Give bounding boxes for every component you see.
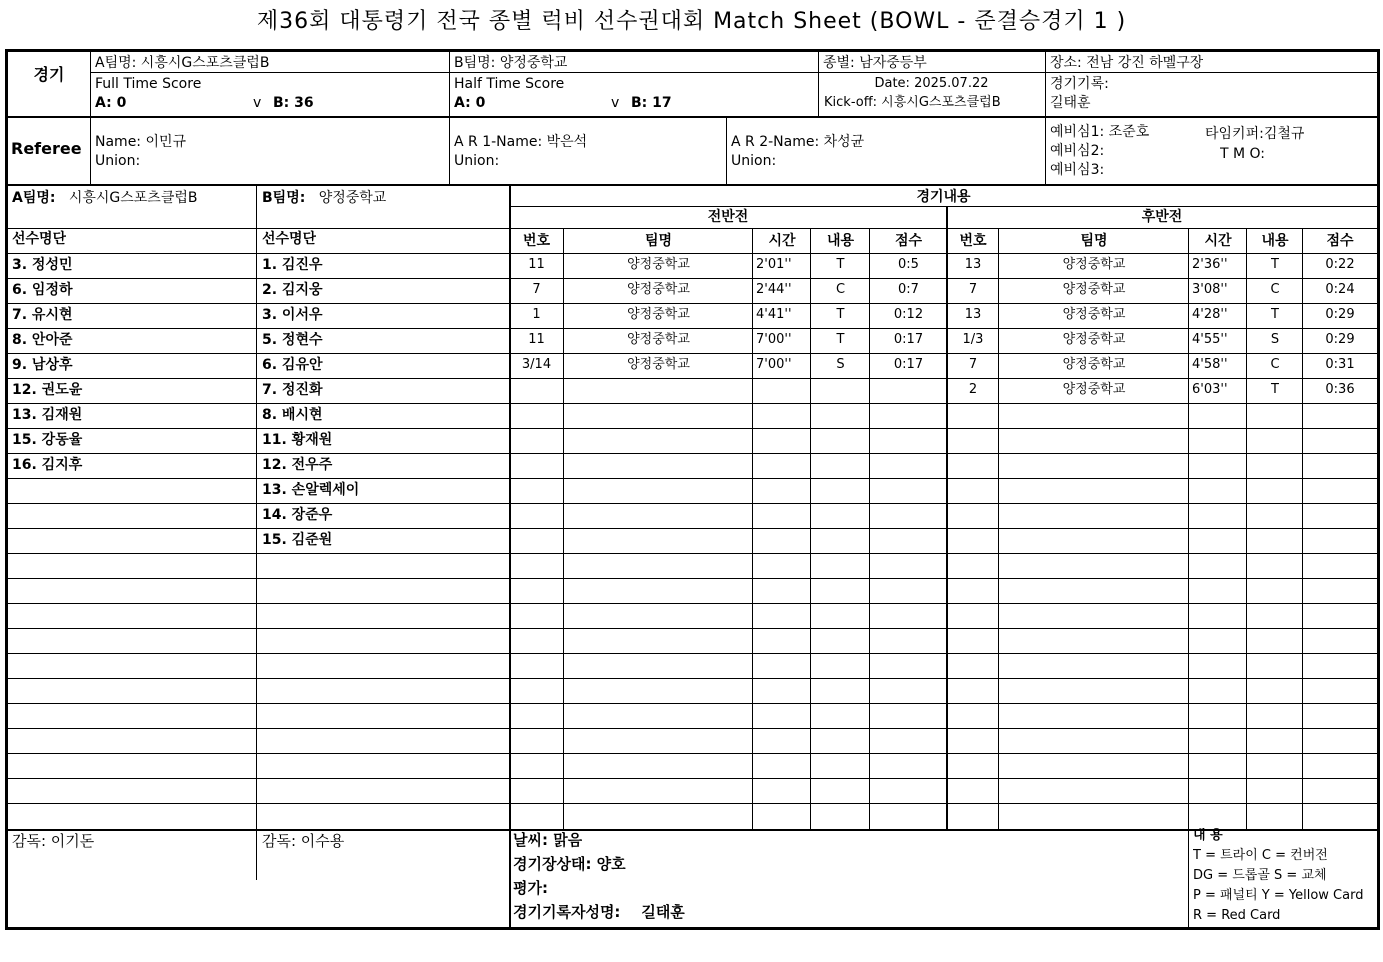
legend-item: DG = 드롭골 S = 교체: [1193, 868, 1327, 883]
first-half-type: T: [836, 332, 845, 347]
second-half-time: 6'03'': [1192, 382, 1228, 397]
second-half-score: 0:24: [1325, 282, 1355, 297]
legend-item: T = 트라이 C = 컨버전: [1193, 848, 1328, 863]
sh-col-type: 내용: [1261, 233, 1289, 249]
first-half-type: T: [836, 257, 845, 272]
second-half-time: 4'28'': [1192, 307, 1228, 322]
ar2-union: Union:: [731, 153, 777, 169]
full-time-b: B: 36: [273, 95, 314, 111]
reserve-ref-3: 예비심3:: [1050, 162, 1105, 178]
second-half-type: C: [1270, 282, 1280, 297]
referee-union: Union:: [95, 153, 141, 169]
full-time-v: v: [253, 95, 262, 111]
team-a-player: 7. 유시현: [12, 307, 73, 323]
reserve-ref-2: 예비심2:: [1050, 143, 1105, 159]
team-a-roster-label: 선수명단: [12, 231, 67, 247]
second-half-team: 양정중학교: [1062, 357, 1126, 372]
team-a-header: [12, 189, 198, 207]
second-half-team: 양정중학교: [1062, 307, 1126, 322]
first-half-no: 11: [528, 332, 545, 347]
first-half-no: 7: [532, 282, 541, 297]
full-time-a: A: 0: [95, 95, 127, 111]
half-time-a: A: 0: [454, 95, 486, 111]
team-b-player: 14. 장준우: [262, 507, 333, 523]
writer: [513, 903, 685, 921]
team-b-player: 5. 정현수: [262, 332, 323, 348]
second-half-score: 0:29: [1325, 332, 1355, 347]
second-half-team: 양정중학교: [1062, 282, 1126, 297]
first-half-score: 0:17: [893, 332, 924, 347]
team-b-header: [262, 189, 386, 207]
second-half-no: 13: [964, 257, 982, 272]
sh-col-time: 시간: [1204, 233, 1232, 249]
team-a-player: 3. 정성민: [12, 257, 73, 273]
ar1-name: A R 1-Name: 박은석: [454, 134, 588, 150]
team-a-player: 6. 임정하: [12, 282, 73, 298]
evaluation: 평가:: [513, 879, 548, 897]
match-sheet: [5, 49, 1380, 930]
team-b-player: 12. 전우주: [262, 457, 333, 473]
second-half-score: 0:29: [1325, 307, 1355, 322]
second-half-no: 7: [968, 282, 978, 297]
second-half-team: 양정중학교: [1062, 382, 1126, 397]
second-half-time: 4'55'': [1192, 332, 1228, 347]
team-a-label: A팀명:: [12, 190, 56, 206]
second-half-type: S: [1270, 332, 1280, 347]
first-half-time: 7'00'': [756, 357, 792, 372]
first-half-type: S: [836, 357, 845, 372]
category: 종별: 남자중등부: [823, 55, 927, 71]
coach-b: 감독: 이수용: [262, 832, 345, 850]
first-half-team: 양정중학교: [627, 357, 690, 372]
first-half-time: 2'44'': [756, 282, 792, 297]
first-half-time: 2'01'': [756, 257, 792, 272]
recorder-label: 경기기록:: [1050, 76, 1109, 92]
second-half-type: T: [1271, 382, 1279, 397]
first-half-team: 양정중학교: [627, 332, 690, 347]
sh-col-score: 점수: [1326, 233, 1354, 249]
fh-col-time: 시간: [768, 233, 796, 249]
recorder-name: 길태훈: [1050, 95, 1091, 111]
first-half-time: 7'00'': [756, 332, 792, 347]
reserve-ref-1: 예비심1: 조준호: [1050, 124, 1150, 140]
first-half-team: 양정중학교: [627, 307, 690, 322]
fh-col-no: 번호: [522, 233, 551, 249]
second-half-no: 7: [968, 357, 978, 372]
first-half-score: 0:17: [893, 357, 924, 372]
fh-col-type: 내용: [826, 233, 855, 249]
second-half-time: 2'36'': [1192, 257, 1228, 272]
second-half-score: 0:22: [1325, 257, 1355, 272]
team-b-player: 8. 배시현: [262, 407, 323, 423]
timekeeper: 타임키퍼:김철규: [1205, 126, 1305, 142]
referee-name: Name: 이민규: [95, 134, 187, 150]
second-half-type: T: [1271, 257, 1279, 272]
first-half-type: T: [836, 307, 845, 322]
team-a-player: 9. 남상후: [12, 357, 73, 373]
second-half-time: 3'08'': [1192, 282, 1228, 297]
second-half-team: 양정중학교: [1062, 257, 1126, 272]
page-title: 제36회 대통령기 전국 종별 럭비 선수권대회 Match Sheet (BOWL - 준결승경기 1 ): [256, 9, 1127, 34]
second-half-team: 양정중학교: [1062, 332, 1126, 347]
team-b-roster-label: 선수명단: [262, 231, 317, 247]
first-half-team: 양정중학교: [627, 282, 690, 297]
first-half-no: 3/14: [521, 357, 552, 372]
field-condition: 경기장상태: 양호: [513, 855, 626, 873]
venue: 장소: 전남 강진 하멜구장: [1050, 55, 1204, 71]
fh-col-score: 점수: [894, 233, 923, 249]
match-label: 경기: [33, 66, 65, 84]
team-a-player: 12. 권도윤: [12, 382, 83, 398]
sh-col-team: 팀명: [1080, 233, 1108, 249]
writer-name: 길태훈: [641, 903, 685, 921]
team-a-name: A팀명: 시흥시G스포츠클럽B: [95, 55, 270, 71]
match-date: Date: 2025.07.22: [874, 76, 989, 91]
legend-title: 내 용: [1193, 828, 1223, 843]
team-a-roster-name: 시흥시G스포츠클럽B: [68, 190, 198, 206]
team-b-player: 6. 김유안: [262, 357, 323, 373]
team-b-player: 11. 황재원: [262, 432, 333, 448]
ar1-union: Union:: [454, 153, 500, 169]
half-time-v: v: [611, 95, 620, 111]
team-a-player: 13. 김재원: [12, 407, 83, 423]
referee-label: Referee: [11, 140, 82, 158]
first-half-no: 11: [528, 257, 545, 272]
weather: 날씨: 맑음: [513, 831, 583, 849]
half-time-label: Half Time Score: [454, 76, 565, 92]
team-a-player: 16. 김지후: [12, 457, 83, 473]
team-b-player: 15. 김준원: [262, 532, 333, 548]
events-section-label: 경기내용: [916, 189, 971, 205]
kickoff: Kick-off: 시흥시G스포츠클럽B: [824, 95, 1001, 110]
first-half-type: C: [835, 282, 846, 297]
team-b-label: B팀명:: [262, 190, 306, 206]
legend-item: R = Red Card: [1193, 908, 1281, 923]
second-half-type: C: [1270, 357, 1280, 372]
first-half-score: 0:5: [898, 257, 919, 272]
half-time-b: B: 17: [631, 95, 672, 111]
full-time-label: Full Time Score: [95, 76, 202, 92]
second-half-time: 4'58'': [1192, 357, 1228, 372]
sh-col-no: 번호: [959, 233, 987, 249]
ar2-name: A R 2-Name: 차성균: [731, 134, 865, 150]
tmo: T M O:: [1220, 146, 1266, 162]
first-half-score: 0:12: [893, 307, 924, 322]
legend-item: P = 패널티 Y = Yellow Card: [1193, 888, 1364, 903]
fh-col-team: 팀명: [644, 233, 673, 249]
coach-a: 감독: 이기돈: [12, 832, 95, 850]
team-b-player: 7. 정진화: [262, 382, 323, 398]
writer-label: 경기기록자성명:: [513, 903, 621, 921]
team-b-player: 2. 김지웅: [262, 282, 323, 298]
second-half-no: 2: [968, 382, 978, 397]
team-b-player: 1. 김진우: [262, 257, 323, 273]
team-a-player: 15. 강동율: [12, 432, 83, 448]
first-half-time: 4'41'': [756, 307, 792, 322]
team-b-player: 13. 손알렉세이: [262, 482, 360, 498]
second-half-score: 0:36: [1325, 382, 1355, 397]
first-half-no: 1: [532, 307, 541, 322]
second-half-label: 후반전: [1141, 209, 1183, 225]
team-b-roster-name: 양정중학교: [318, 190, 387, 206]
second-half-score: 0:31: [1325, 357, 1355, 372]
second-half-type: T: [1271, 307, 1279, 322]
team-a-player: 8. 안아준: [12, 332, 73, 348]
team-b-name: B팀명: 양정중학교: [454, 55, 568, 71]
second-half-no: 1/3: [962, 332, 984, 347]
first-half-team: 양정중학교: [627, 257, 690, 272]
team-b-player: 3. 이서우: [262, 307, 323, 323]
first-half-label: 전반전: [707, 209, 749, 225]
first-half-score: 0:7: [898, 282, 919, 297]
second-half-no: 13: [964, 307, 982, 322]
